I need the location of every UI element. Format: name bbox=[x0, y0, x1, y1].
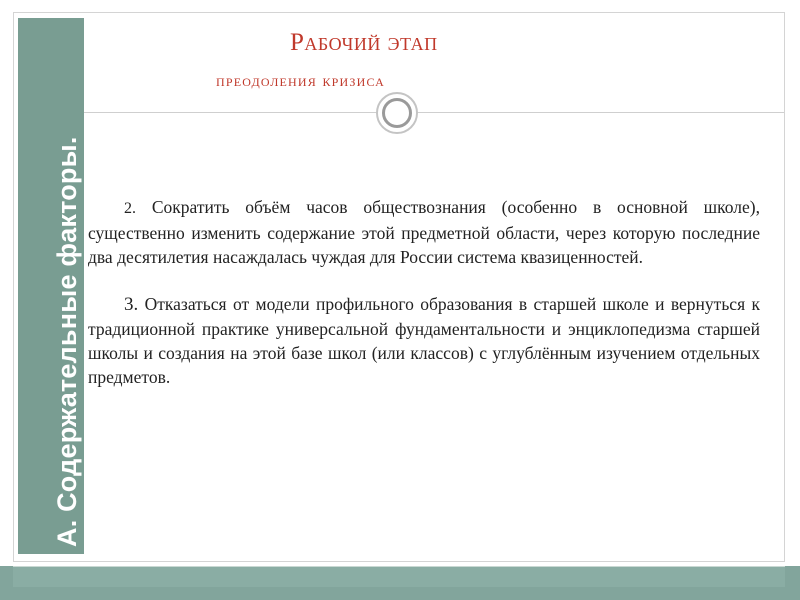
side-title: А. Содержательные факторы. bbox=[52, 136, 82, 547]
title-divider bbox=[84, 112, 784, 113]
paragraph-text: Сократить объём часов обществознания (особенно в основной школе), существенно изменить содержание этой предметной области, через которую последние два десятилетия насаждалась чуждая для России система квазиценностей. bbox=[88, 197, 760, 267]
paragraph-text: Отказаться от модели профильного образования в старшей школе и вернуться к традиционной практике универсальной фундаментальности и энциклопедизма старшей школы и создания на этой базе школ (или классов) с углублённым изучением отдельных предметов. bbox=[88, 294, 760, 387]
paragraph-3 bbox=[88, 292, 760, 389]
paragraph-number: 3. bbox=[124, 294, 139, 315]
sidebar-text-area bbox=[18, 18, 84, 554]
slide-title-line2: преодоления кризиса bbox=[216, 71, 385, 90]
content-body bbox=[88, 195, 760, 389]
bottom-band-inner bbox=[13, 566, 785, 587]
paragraph-2 bbox=[88, 195, 760, 269]
slide-title-line1: Рабочий этап bbox=[290, 29, 438, 56]
double-ring-circle-icon bbox=[376, 92, 418, 134]
paragraph-number: 2. bbox=[124, 200, 136, 217]
ring-inner bbox=[382, 98, 412, 128]
